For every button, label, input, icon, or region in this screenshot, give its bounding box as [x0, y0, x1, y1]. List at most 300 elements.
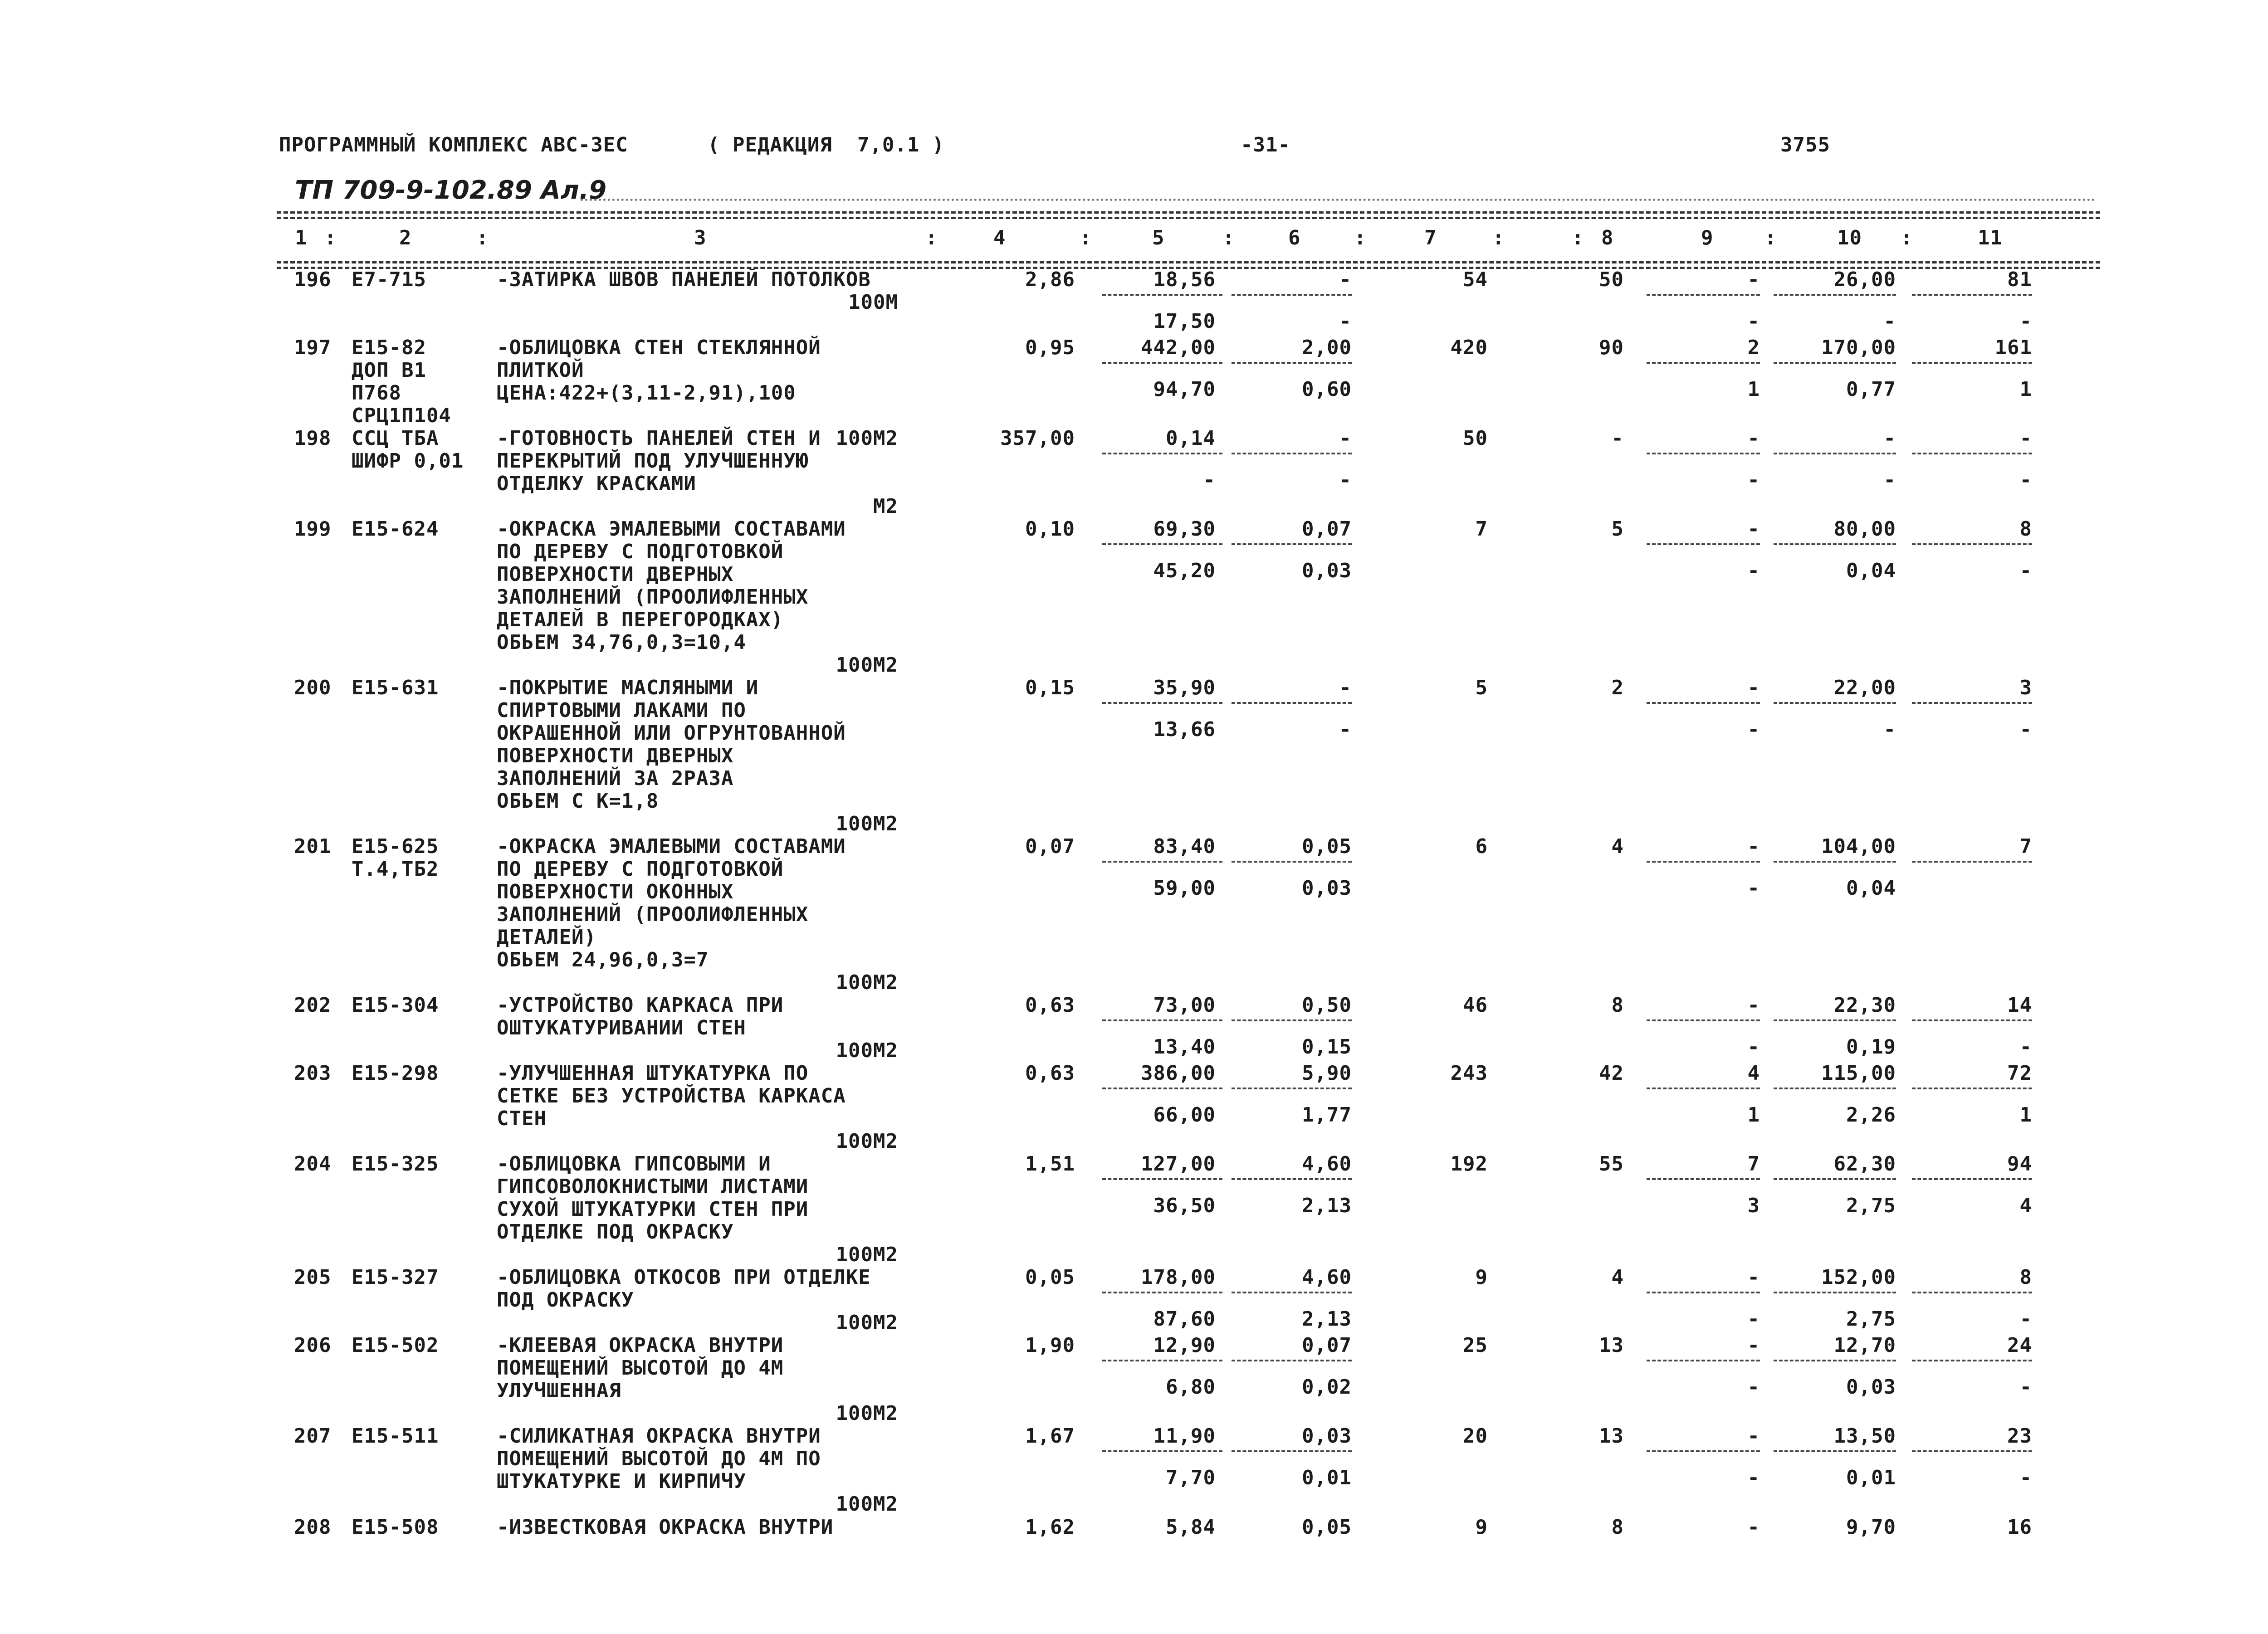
- col9-sub-value: -: [1747, 1307, 1760, 1331]
- col6-value: 0,50: [1302, 994, 1352, 1017]
- row-code: Е15-502: [352, 1334, 439, 1357]
- row-quantity: 357,00: [1000, 427, 1075, 450]
- col11-sub-value: -: [2019, 718, 2032, 741]
- column-separator: :: [1080, 226, 1092, 249]
- col9-sub-value: -: [1747, 1375, 1760, 1399]
- document-number: 3755: [1780, 133, 1830, 156]
- col6-value: 0,07: [1302, 1334, 1352, 1357]
- row-quantity: 0,15: [1025, 676, 1075, 699]
- col11-value: 81: [2007, 268, 2032, 291]
- col5-sub-value: 13,66: [1153, 718, 1216, 741]
- dotted-leader: [581, 199, 2096, 201]
- col11-value: 16: [2007, 1516, 2032, 1539]
- row-description: ГИПСОВОЛОКНИСТЫМИ ЛИСТАМИ: [497, 1175, 809, 1198]
- col10-sub-value: 0,04: [1846, 877, 1896, 900]
- col6-sub-value: 0,60: [1302, 378, 1352, 401]
- col10-value: 22,30: [1833, 994, 1896, 1017]
- col7-value: 5: [1475, 676, 1488, 699]
- row-quantity: 1,67: [1025, 1424, 1075, 1448]
- col10-value: 80,00: [1833, 517, 1896, 541]
- col9-underline: [1647, 702, 1760, 704]
- col7-value: 20: [1463, 1424, 1488, 1448]
- row-code: ДОП В1: [352, 359, 426, 382]
- col5-underline: [1102, 1178, 1222, 1180]
- col6-underline: [1232, 1088, 1352, 1089]
- col6-sub-value: -: [1339, 310, 1352, 333]
- col6-value: 0,05: [1302, 835, 1352, 858]
- col9-value: 7: [1747, 1152, 1760, 1176]
- col5-underline: [1102, 1450, 1222, 1452]
- col8-value: 55: [1599, 1152, 1624, 1176]
- row-unit: 100М2: [836, 1311, 898, 1334]
- row-description: -ЗАТИРКА ШВОВ ПАНЕЛЕЙ ПОТОЛКОВ: [497, 268, 871, 291]
- row-number: 208: [294, 1516, 332, 1539]
- row-description: СПИРТОВЫМИ ЛАКАМИ ПО: [497, 699, 746, 722]
- col10-value: -: [1883, 427, 1896, 450]
- column-header-3: 3: [694, 226, 707, 249]
- row-quantity: 0,63: [1025, 994, 1075, 1017]
- col10-value: 12,70: [1833, 1334, 1896, 1357]
- row-number: 201: [294, 835, 332, 858]
- row-unit: 100М2: [836, 1039, 898, 1062]
- row-description: СУХОЙ ШТУКАТУРКИ СТЕН ПРИ: [497, 1198, 809, 1221]
- col9-sub-value: -: [1747, 468, 1760, 492]
- row-description: ДЕТАЛЕЙ): [497, 926, 596, 949]
- col10-sub-value: 0,04: [1846, 559, 1896, 582]
- col6-underline: [1232, 1178, 1352, 1180]
- row-description: -ГОТОВНОСТЬ ПАНЕЛЕЙ СТЕН И: [497, 427, 821, 450]
- row-number: 198: [294, 427, 332, 450]
- column-header-7: 7: [1424, 226, 1437, 249]
- col7-value: 46: [1463, 994, 1488, 1017]
- col9-underline: [1647, 1019, 1760, 1021]
- col5-underline: [1102, 1360, 1222, 1361]
- col9-underline: [1647, 1178, 1760, 1180]
- column-header-10: 10: [1837, 226, 1862, 249]
- col10-underline: [1774, 543, 1896, 545]
- col6-underline: [1232, 1292, 1352, 1293]
- col9-sub-value: -: [1747, 1466, 1760, 1489]
- row-code: Е15-82: [352, 336, 426, 359]
- col9-value: -: [1747, 268, 1760, 291]
- col10-underline: [1774, 453, 1896, 454]
- row-number: 204: [294, 1152, 332, 1176]
- col9-underline: [1647, 1088, 1760, 1089]
- col10-value: 170,00: [1821, 336, 1896, 359]
- row-quantity: 0,10: [1025, 517, 1075, 541]
- row-description: -ОКРАСКА ЭМАЛЕВЫМИ СОСТАВАМИ: [497, 835, 846, 858]
- col11-underline: [1912, 1178, 2032, 1180]
- row-number: 197: [294, 336, 332, 359]
- row-code: ШИФР 0,01: [352, 449, 464, 473]
- row-description: -УСТРОЙСТВО КАРКАСА ПРИ: [497, 994, 784, 1017]
- col7-value: 25: [1463, 1334, 1488, 1357]
- col11-sub-value: 4: [2019, 1194, 2032, 1217]
- table-top-rule-2: [277, 217, 2100, 219]
- col11-sub-value: -: [2019, 1307, 2032, 1331]
- col9-sub-value: -: [1747, 877, 1760, 900]
- col9-value: -: [1747, 1516, 1760, 1539]
- col11-underline: [1912, 362, 2032, 364]
- col5-underline: [1102, 1292, 1222, 1293]
- col8-value: 8: [1611, 1516, 1624, 1539]
- col5-sub-value: 87,60: [1153, 1307, 1216, 1331]
- col5-underline: [1102, 861, 1222, 863]
- col5-value: 386,00: [1141, 1062, 1216, 1085]
- col11-value: 94: [2007, 1152, 2032, 1176]
- col6-underline: [1232, 453, 1352, 454]
- col6-underline: [1232, 702, 1352, 704]
- col5-sub-value: 45,20: [1153, 559, 1216, 582]
- col5-value: 73,00: [1153, 994, 1216, 1017]
- col7-value: 420: [1450, 336, 1488, 359]
- col5-underline: [1102, 362, 1222, 364]
- handwritten-reference: ТП 709-9-102.89 Ал.9: [295, 176, 607, 205]
- col9-value: -: [1747, 427, 1760, 450]
- row-number: 199: [294, 517, 332, 541]
- row-description: -СИЛИКАТНАЯ ОКРАСКА ВНУТРИ: [497, 1424, 821, 1448]
- column-header-1: 1: [295, 226, 308, 249]
- row-quantity: 1,51: [1025, 1152, 1075, 1176]
- col11-underline: [1912, 1450, 2032, 1452]
- col9-value: -: [1747, 1334, 1760, 1357]
- row-number: 202: [294, 994, 332, 1017]
- column-header-5: 5: [1152, 226, 1165, 249]
- row-quantity: 2,86: [1025, 268, 1075, 291]
- col7-value: 192: [1450, 1152, 1488, 1176]
- col9-underline: [1647, 1450, 1760, 1452]
- row-quantity: 1,90: [1025, 1334, 1075, 1357]
- col6-value: 0,05: [1302, 1516, 1352, 1539]
- edition-label: ( РЕДАКЦИЯ 7,0.1 ): [708, 133, 945, 156]
- col6-sub-value: 0,03: [1302, 559, 1352, 582]
- col5-underline: [1102, 702, 1222, 704]
- col11-underline: [1912, 294, 2032, 296]
- col10-value: 22,00: [1833, 676, 1896, 699]
- col10-underline: [1774, 1088, 1896, 1089]
- row-code: Е15-325: [352, 1152, 439, 1176]
- row-unit: 100М2: [836, 654, 898, 677]
- row-description: -КЛЕЕВАЯ ОКРАСКА ВНУТРИ: [497, 1334, 784, 1357]
- col9-value: -: [1747, 676, 1760, 699]
- column-header-2: 2: [399, 226, 412, 249]
- col5-underline: [1102, 294, 1222, 296]
- row-description: СЕТКЕ БЕЗ УСТРОЙСТВА КАРКАСА: [497, 1084, 846, 1107]
- col8-value: 8: [1611, 994, 1624, 1017]
- row-description: ПОМЕЩЕНИЙ ВЫСОТОЙ ДО 4М ПО: [497, 1447, 821, 1470]
- col5-sub-value: 13,40: [1153, 1035, 1216, 1058]
- row-code: Т.4,ТБ2: [352, 858, 439, 881]
- column-separator: :: [476, 226, 489, 249]
- col9-value: -: [1747, 1424, 1760, 1448]
- col9-sub-value: 1: [1747, 1103, 1760, 1127]
- col11-underline: [1912, 543, 2032, 545]
- col5-sub-value: 6,80: [1166, 1375, 1216, 1399]
- col10-value: 26,00: [1833, 268, 1896, 291]
- col10-sub-value: 0,01: [1846, 1466, 1896, 1489]
- col5-underline: [1102, 453, 1222, 454]
- col5-value: 18,56: [1153, 268, 1216, 291]
- col9-value: 4: [1747, 1062, 1760, 1085]
- col11-value: 14: [2007, 994, 2032, 1017]
- col5-sub-value: 36,50: [1153, 1194, 1216, 1217]
- col8-value: -: [1611, 427, 1624, 450]
- col9-underline: [1647, 1360, 1760, 1361]
- col6-value: -: [1339, 268, 1352, 291]
- col11-value: 7: [2019, 835, 2032, 858]
- column-separator: :: [1354, 226, 1367, 249]
- col6-sub-value: -: [1339, 718, 1352, 741]
- col10-underline: [1774, 362, 1896, 364]
- col11-value: 8: [2019, 517, 2032, 541]
- col5-value: 69,30: [1153, 517, 1216, 541]
- row-quantity: 0,07: [1025, 835, 1075, 858]
- column-header-4: 4: [993, 226, 1006, 249]
- col10-sub-value: 2,26: [1846, 1103, 1896, 1127]
- col10-underline: [1774, 1178, 1896, 1180]
- row-description: ОШТУКАТУРИВАНИИ СТЕН: [497, 1016, 746, 1039]
- row-description: ЗАПОЛНЕНИЙ ЗА 2РАЗА: [497, 767, 734, 790]
- col10-underline: [1774, 861, 1896, 863]
- col6-value: -: [1339, 427, 1352, 450]
- col5-sub-value: 59,00: [1153, 877, 1216, 900]
- row-number: 200: [294, 676, 332, 699]
- column-header-6: 6: [1288, 226, 1301, 249]
- col6-value: 2,00: [1302, 336, 1352, 359]
- col9-sub-value: -: [1747, 718, 1760, 741]
- row-description: ОБЬЕМ 34,76,0,3=10,4: [497, 631, 746, 654]
- row-code: Е15-511: [352, 1424, 439, 1448]
- row-code: Е15-631: [352, 676, 439, 699]
- column-header-11: 11: [1978, 226, 2003, 249]
- col6-underline: [1232, 1450, 1352, 1452]
- col9-value: -: [1747, 994, 1760, 1017]
- col10-underline: [1774, 1360, 1896, 1361]
- col8-value: 50: [1599, 268, 1624, 291]
- row-quantity: 0,63: [1025, 1062, 1075, 1085]
- col8-value: 2: [1611, 676, 1624, 699]
- col10-value: 62,30: [1833, 1152, 1896, 1176]
- row-quantity: 1,62: [1025, 1516, 1075, 1539]
- col8-value: 42: [1599, 1062, 1624, 1085]
- col6-underline: [1232, 861, 1352, 863]
- col6-sub-value: 2,13: [1302, 1307, 1352, 1331]
- col7-value: 54: [1463, 268, 1488, 291]
- row-description: ОТДЕЛКЕ ПОД ОКРАСКУ: [497, 1220, 734, 1244]
- col5-underline: [1102, 543, 1222, 545]
- page-number: -31-: [1241, 133, 1290, 156]
- col9-sub-value: -: [1747, 310, 1760, 333]
- row-unit: 100М2: [836, 427, 898, 450]
- col5-value: 0,14: [1166, 427, 1216, 450]
- col10-value: 13,50: [1833, 1424, 1896, 1448]
- row-code: Е15-625: [352, 835, 439, 858]
- col10-underline: [1774, 1292, 1896, 1293]
- col11-underline: [1912, 1292, 2032, 1293]
- column-separator: :: [925, 226, 938, 249]
- col5-sub-value: 7,70: [1166, 1466, 1216, 1489]
- col6-underline: [1232, 294, 1352, 296]
- column-separator: :: [1765, 226, 1777, 249]
- row-description: ПОД ОКРАСКУ: [497, 1288, 634, 1312]
- row-description: ПОВЕРХНОСТИ ОКОННЫХ: [497, 880, 734, 903]
- col10-sub-value: 2,75: [1846, 1194, 1896, 1217]
- row-code: СРЦ1П104: [352, 404, 451, 427]
- row-unit: 100М2: [836, 812, 898, 835]
- row-description: ПО ДЕРЕВУ С ПОДГОТОВКОЙ: [497, 858, 784, 881]
- col10-value: 9,70: [1846, 1516, 1896, 1539]
- col8-value: 4: [1611, 835, 1624, 858]
- row-description: -ИЗВЕСТКОВАЯ ОКРАСКА ВНУТРИ: [497, 1516, 834, 1539]
- col5-value: 5,84: [1166, 1516, 1216, 1539]
- col10-underline: [1774, 702, 1896, 704]
- col11-underline: [1912, 453, 2032, 454]
- col11-underline: [1912, 1019, 2032, 1021]
- col9-sub-value: 1: [1747, 378, 1760, 401]
- col6-sub-value: 0,01: [1302, 1466, 1352, 1489]
- col6-value: 0,03: [1302, 1424, 1352, 1448]
- col9-underline: [1647, 1292, 1760, 1293]
- col10-value: 115,00: [1821, 1062, 1896, 1085]
- row-unit: 100М2: [836, 1402, 898, 1425]
- row-code: Е15-624: [352, 517, 439, 541]
- row-description: -УЛУЧШЕННАЯ ШТУКАТУРКА ПО: [497, 1062, 809, 1085]
- col10-sub-value: -: [1883, 310, 1896, 333]
- column-separator: :: [1492, 226, 1505, 249]
- col10-sub-value: -: [1883, 718, 1896, 741]
- col9-underline: [1647, 362, 1760, 364]
- col5-underline: [1102, 1088, 1222, 1089]
- col10-underline: [1774, 1450, 1896, 1452]
- col9-value: 2: [1747, 336, 1760, 359]
- row-code: Е15-327: [352, 1266, 439, 1289]
- col6-value: 0,07: [1302, 517, 1352, 541]
- col11-value: 161: [1994, 336, 2032, 359]
- col11-underline: [1912, 1360, 2032, 1361]
- column-separator: :: [324, 226, 337, 249]
- col6-underline: [1232, 543, 1352, 545]
- col11-value: 72: [2007, 1062, 2032, 1085]
- col9-underline: [1647, 861, 1760, 863]
- row-code: Е7-715: [352, 268, 426, 291]
- col5-value: 11,90: [1153, 1424, 1216, 1448]
- row-description: ПОМЕЩЕНИЙ ВЫСОТОЙ ДО 4М: [497, 1356, 784, 1380]
- header-bottom-rule: [277, 261, 2100, 263]
- row-description: ПЕРЕКРЫТИЙ ПОД УЛУЧШЕННУЮ: [497, 449, 809, 473]
- row-unit: 100М2: [836, 1243, 898, 1266]
- col10-value: 104,00: [1821, 835, 1896, 858]
- row-description: -ОБЛИЦОВКА СТЕН СТЕКЛЯННОЙ: [497, 336, 821, 359]
- row-description: ОБЬЕМ 24,96,0,3=7: [497, 948, 709, 971]
- row-code: Е15-304: [352, 994, 439, 1017]
- col5-sub-value: 66,00: [1153, 1103, 1216, 1127]
- row-description: ОКРАШЕННОЙ ИЛИ ОГРУНТОВАННОЙ: [497, 722, 846, 745]
- col6-sub-value: -: [1339, 468, 1352, 492]
- row-number: 205: [294, 1266, 332, 1289]
- col6-value: -: [1339, 676, 1352, 699]
- row-description: ПО ДЕРЕВУ С ПОДГОТОВКОЙ: [497, 540, 784, 563]
- col11-underline: [1912, 1088, 2032, 1089]
- row-unit: М2: [873, 495, 898, 518]
- col10-sub-value: 0,19: [1846, 1035, 1896, 1058]
- col5-value: 127,00: [1141, 1152, 1216, 1176]
- row-description: -ОБЛИЦОВКА ОТКОСОВ ПРИ ОТДЕЛКЕ: [497, 1266, 871, 1289]
- col10-value: 152,00: [1821, 1266, 1896, 1289]
- col11-value: 24: [2007, 1334, 2032, 1357]
- row-description: УЛУЧШЕННАЯ: [497, 1379, 621, 1402]
- col7-value: 243: [1450, 1062, 1488, 1085]
- col10-underline: [1774, 294, 1896, 296]
- col8-value: 4: [1611, 1266, 1624, 1289]
- column-header-8: 8: [1601, 226, 1614, 249]
- col5-underline: [1102, 1019, 1222, 1021]
- row-unit: 100М2: [836, 971, 898, 994]
- row-unit: 100М2: [836, 1130, 898, 1153]
- col11-sub-value: -: [2019, 1375, 2032, 1399]
- col5-value: 83,40: [1153, 835, 1216, 858]
- row-description: -ОКРАСКА ЭМАЛЕВЫМИ СОСТАВАМИ: [497, 517, 846, 541]
- col7-value: 9: [1475, 1266, 1488, 1289]
- row-description: -ПОКРЫТИЕ МАСЛЯНЫМИ И: [497, 676, 759, 699]
- row-number: 206: [294, 1334, 332, 1357]
- column-separator: :: [1901, 226, 1913, 249]
- col11-sub-value: -: [2019, 1466, 2032, 1489]
- col6-underline: [1232, 1019, 1352, 1021]
- col11-sub-value: -: [2019, 559, 2032, 582]
- col11-value: -: [2019, 427, 2032, 450]
- row-description: ЗАПОЛНЕНИЙ (ПРООЛИФЛЕННЫХ: [497, 903, 809, 926]
- col10-sub-value: 0,77: [1846, 378, 1896, 401]
- col9-sub-value: -: [1747, 1035, 1760, 1058]
- col6-sub-value: 0,03: [1302, 877, 1352, 900]
- col11-sub-value: -: [2019, 468, 2032, 492]
- col8-value: 90: [1599, 336, 1624, 359]
- row-code: Е15-508: [352, 1516, 439, 1539]
- col5-value: 442,00: [1141, 336, 1216, 359]
- col5-sub-value: 94,70: [1153, 378, 1216, 401]
- row-description: ПОВЕРХНОСТИ ДВЕРНЫХ: [497, 744, 734, 767]
- row-code: П768: [352, 381, 401, 405]
- row-unit: 100М: [848, 291, 898, 314]
- row-description: СТЕН: [497, 1107, 547, 1130]
- col8-value: 13: [1599, 1334, 1624, 1357]
- col5-sub-value: -: [1203, 468, 1216, 492]
- col11-underline: [1912, 702, 2032, 704]
- col5-value: 35,90: [1153, 676, 1216, 699]
- row-description: ОТДЕЛКУ КРАСКАМИ: [497, 472, 696, 495]
- col11-value: 8: [2019, 1266, 2032, 1289]
- table-top-rule: [277, 211, 2100, 214]
- col8-value: 13: [1599, 1424, 1624, 1448]
- col9-underline: [1647, 294, 1760, 296]
- col7-value: 7: [1475, 517, 1488, 541]
- row-number: 207: [294, 1424, 332, 1448]
- row-number: 196: [294, 268, 332, 291]
- col11-sub-value: 1: [2019, 378, 2032, 401]
- col9-sub-value: -: [1747, 559, 1760, 582]
- col10-sub-value: 2,75: [1846, 1307, 1896, 1331]
- row-description: ПЛИТКОЙ: [497, 359, 584, 382]
- col6-underline: [1232, 1360, 1352, 1361]
- col7-value: 9: [1475, 1516, 1488, 1539]
- col11-value: 23: [2007, 1424, 2032, 1448]
- col6-sub-value: 0,02: [1302, 1375, 1352, 1399]
- col6-value: 4,60: [1302, 1266, 1352, 1289]
- row-number: 203: [294, 1062, 332, 1085]
- row-description: ШТУКАТУРКЕ И КИРПИЧУ: [497, 1470, 746, 1493]
- col9-value: -: [1747, 1266, 1760, 1289]
- col6-sub-value: 1,77: [1302, 1103, 1352, 1127]
